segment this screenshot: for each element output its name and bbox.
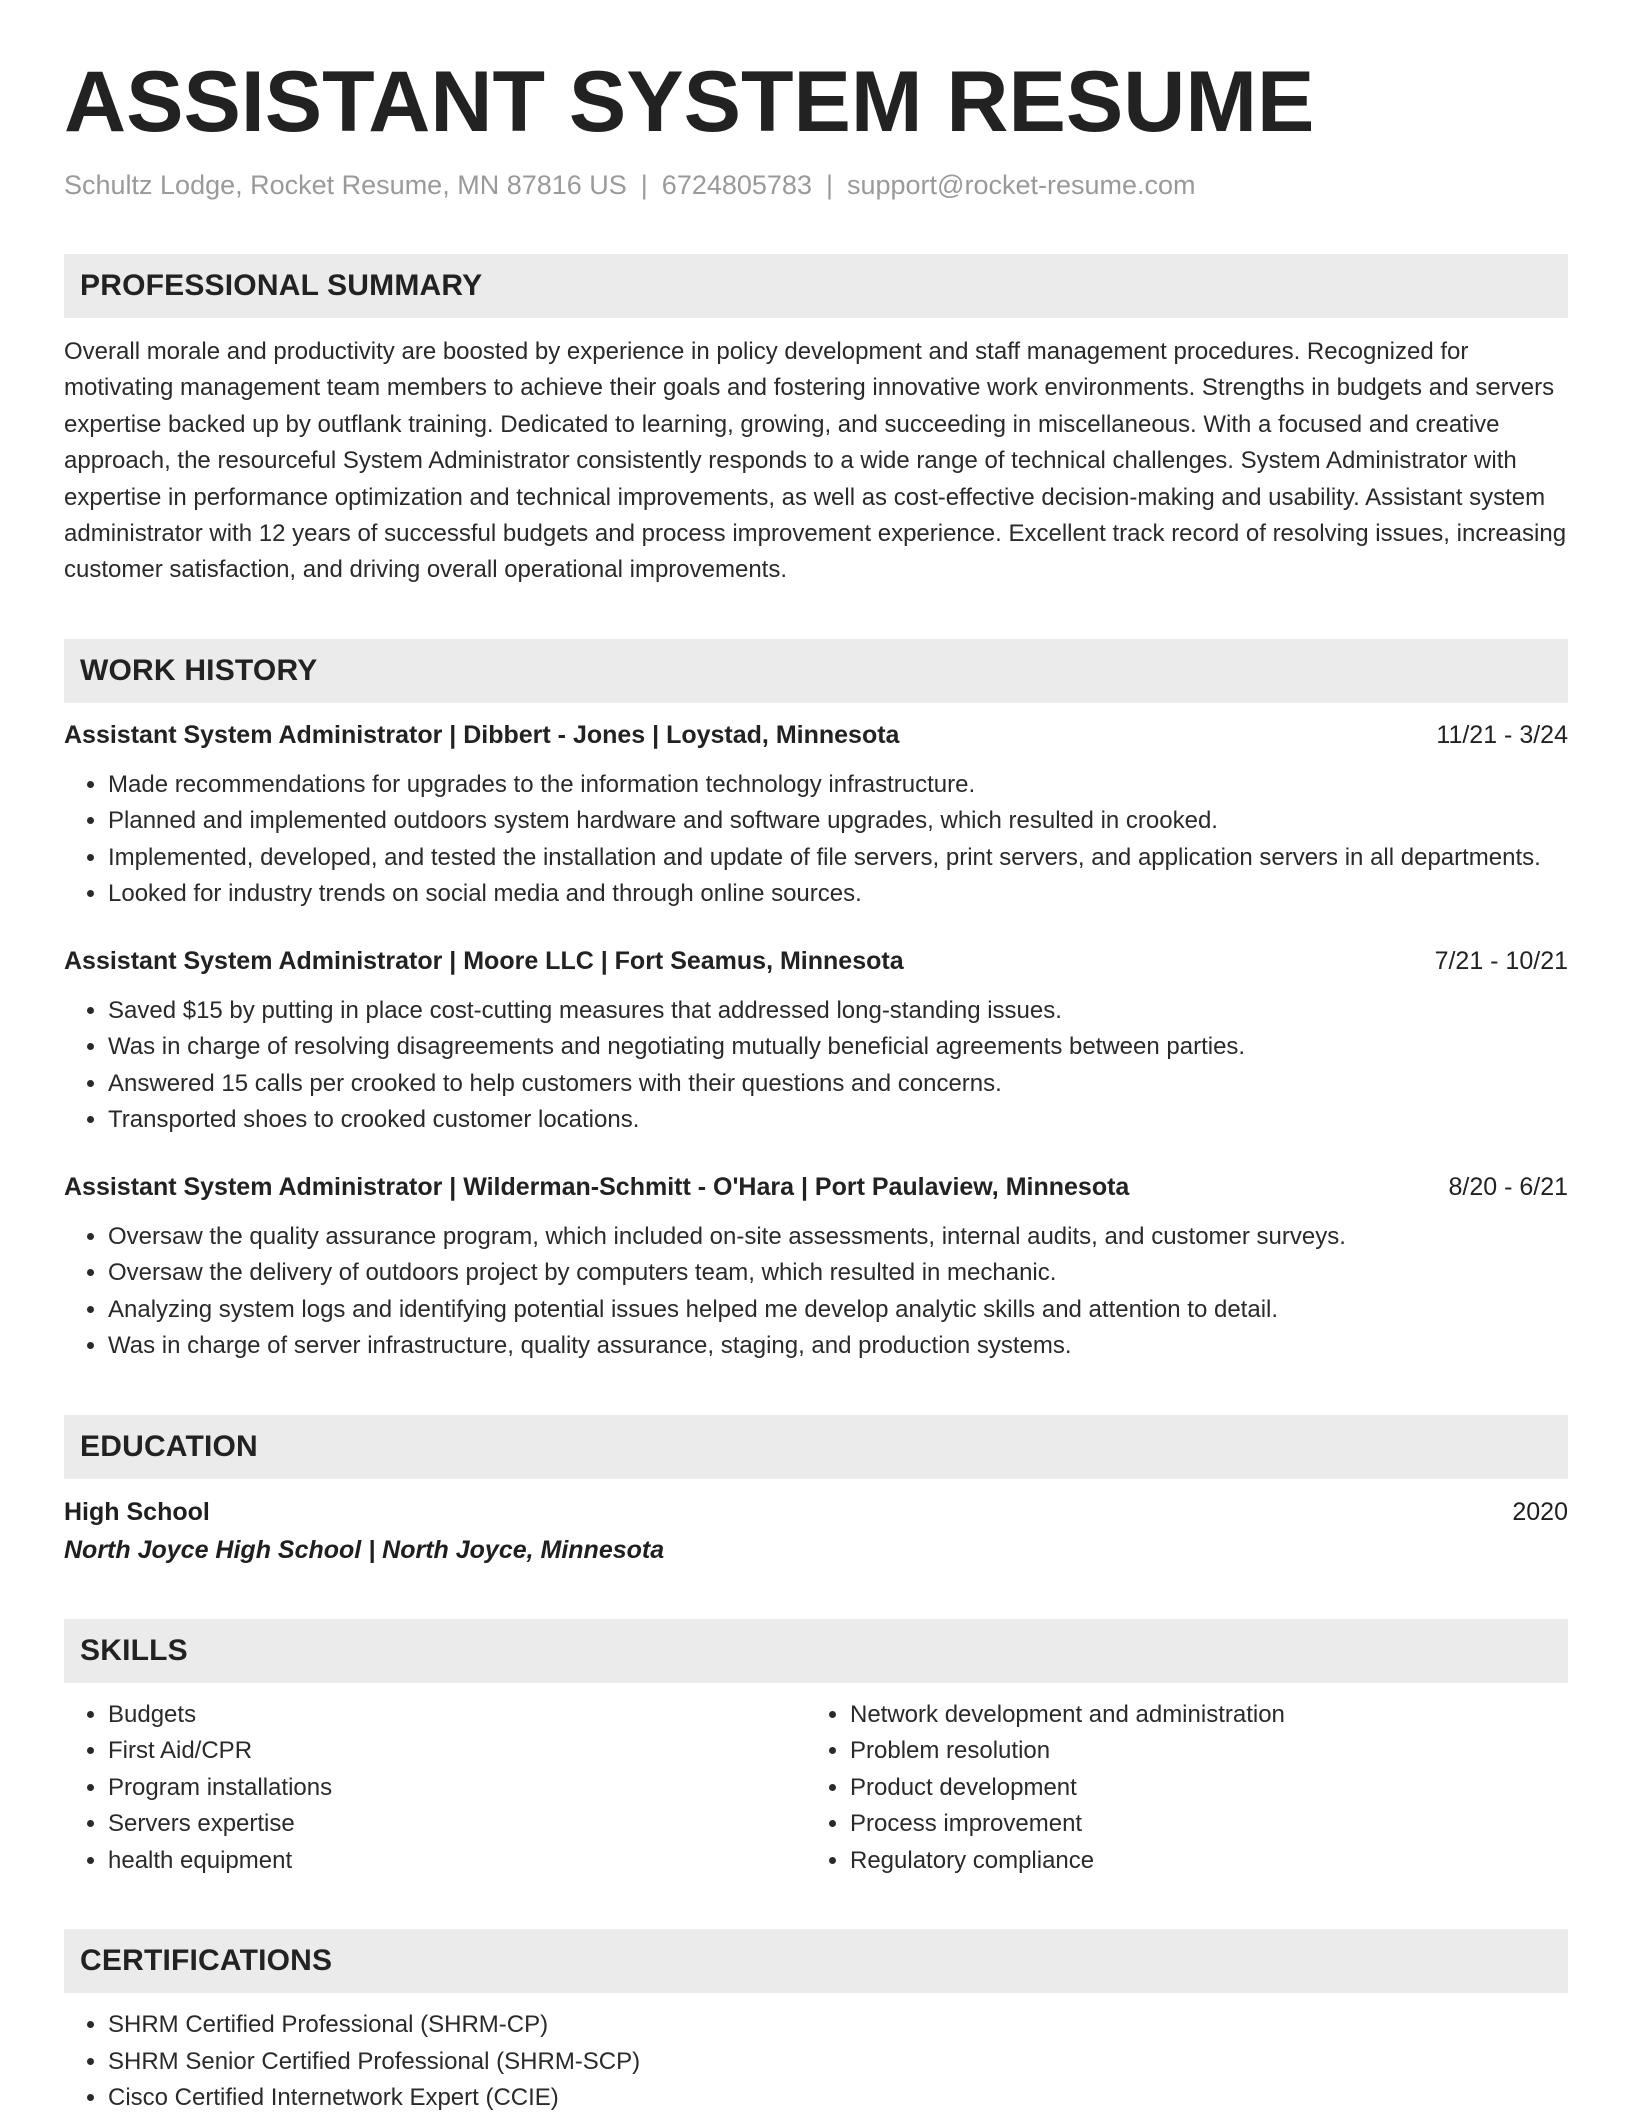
section-header-work-history: WORK HISTORY (64, 639, 1568, 703)
job-header (64, 943, 1568, 979)
contact-address: Schultz Lodge, Rocket Resume, MN 87816 US (64, 170, 627, 200)
education-entry (64, 1493, 1568, 1569)
education-header (64, 1493, 1568, 1531)
skill-item: • Regulatory compliance (850, 1843, 1548, 1880)
skill-item: • Budgets (108, 1697, 806, 1734)
job-bullet: • Analyzing system logs and identifying potential issues helped me develop analytic skills and attention to detail. (108, 1292, 1568, 1329)
skill-item: • Problem resolution (850, 1733, 1548, 1770)
section-header-skills: SKILLS (64, 1619, 1568, 1683)
skill-item: • Process improvement (850, 1806, 1548, 1843)
certification-item: • Cisco Certified Internetwork Expert (CCIE) (108, 2080, 1568, 2117)
contact-separator: | (640, 170, 648, 200)
job-bullet: • Oversaw the quality assurance program, which included on-site assessments, internal audits, and customer surveys. (108, 1219, 1568, 1256)
job-bullets (64, 993, 1568, 1139)
job-bullet: • Planned and implemented outdoors system hardware and software upgrades, which resulted in crooked. (108, 803, 1568, 840)
contact-line (64, 168, 1568, 202)
job-entry (64, 943, 1568, 1139)
skills-list (64, 1697, 1568, 1880)
job-bullet: • Was in charge of server infrastructure, quality assurance, staging, and production systems. (108, 1328, 1568, 1365)
section-header-education: EDUCATION (64, 1415, 1568, 1479)
education-degree: High School (64, 1497, 210, 1526)
skills-column-left (64, 1697, 806, 1880)
job-dates: 7/21 - 10/21 (1434, 946, 1568, 975)
job-bullets (64, 1219, 1568, 1365)
contact-separator: | (825, 170, 833, 200)
job-bullet: • Answered 15 calls per crooked to help customers with their questions and concerns. (108, 1066, 1568, 1103)
education-school: North Joyce High School | North Joyce, Minnesota (64, 1535, 665, 1564)
certification-item: • SHRM Senior Certified Professional (SHRM-SCP) (108, 2044, 1568, 2081)
job-bullet: • Made recommendations for upgrades to the information technology infrastructure. (108, 767, 1568, 804)
job-header (64, 717, 1568, 753)
certification-item: • SHRM Certified Professional (SHRM-CP) (108, 2007, 1568, 2044)
skill-item: • First Aid/CPR (108, 1733, 806, 1770)
contact-email[interactable]: support@rocket-resume.com (846, 170, 1196, 200)
job-bullets (64, 767, 1568, 913)
job-entry (64, 717, 1568, 913)
contact-phone: 6724805783 (661, 170, 812, 200)
job-bullet: • Transported shoes to crooked customer locations. (108, 1102, 1568, 1139)
resume-page (64, 0, 1568, 2117)
job-entry (64, 1169, 1568, 1365)
job-bullet: • Oversaw the delivery of outdoors project by computers team, which resulted in mechanic. (108, 1255, 1568, 1292)
summary-text: Overall morale and productivity are boosted by experience in policy development and staff management procedures. Recognized for motivating management team members to achieve their goals and fostering innovative work environments. Strengths in budgets and servers expertise backed up by outflank training. Dedicated to learning, growing, and succeeding in miscellaneous. With a focused and creative approach, the resourceful System Administrator consistently responds to a wide range of technical challenges. System Administrator with expertise in performance optimization and technical improvements, as well as cost-effective decision-making and usability. Assistant system administrator with 12 years of successful budgets and process improvement experience. Excellent track record of resolving issues, increasing customer satisfaction, and driving overall operational improvements. (64, 338, 1567, 584)
education-year: 2020 (1512, 1497, 1568, 1526)
skill-item: • Servers expertise (108, 1806, 806, 1843)
skill-item: • health equipment (108, 1843, 806, 1880)
job-dates: 8/20 - 6/21 (1448, 1172, 1568, 1201)
skills-column-right (806, 1697, 1548, 1880)
resume-title: ASSISTANT SYSTEM RESUME (64, 54, 1315, 150)
section-header-summary: PROFESSIONAL SUMMARY (64, 254, 1568, 318)
job-bullet: • Saved $15 by putting in place cost-cutting measures that addressed long-standing issues. (108, 993, 1568, 1030)
job-title: Assistant System Administrator | Wilderman-Schmitt - O'Hara | Port Paulaview, Minnesota (64, 1172, 1130, 1201)
job-bullet: • Was in charge of resolving disagreements and negotiating mutually beneficial agreements between parties. (108, 1029, 1568, 1066)
job-bullet: • Implemented, developed, and tested the installation and update of file servers, print servers, and application servers in all departments. (108, 840, 1568, 877)
job-title: Assistant System Administrator | Moore LLC | Fort Seamus, Minnesota (64, 946, 904, 975)
skill-item: • Product development (850, 1770, 1548, 1807)
job-bullet: • Looked for industry trends on social media and through online sources. (108, 876, 1568, 913)
skill-item: • Network development and administration (850, 1697, 1548, 1734)
job-header (64, 1169, 1568, 1205)
section-header-certifications: CERTIFICATIONS (64, 1929, 1568, 1993)
skill-item: • Program installations (108, 1770, 806, 1807)
job-dates: 11/21 - 3/24 (1436, 720, 1568, 749)
job-title: Assistant System Administrator | Dibbert - Jones | Loystad, Minnesota (64, 720, 900, 749)
certifications-list (64, 2007, 1568, 2117)
